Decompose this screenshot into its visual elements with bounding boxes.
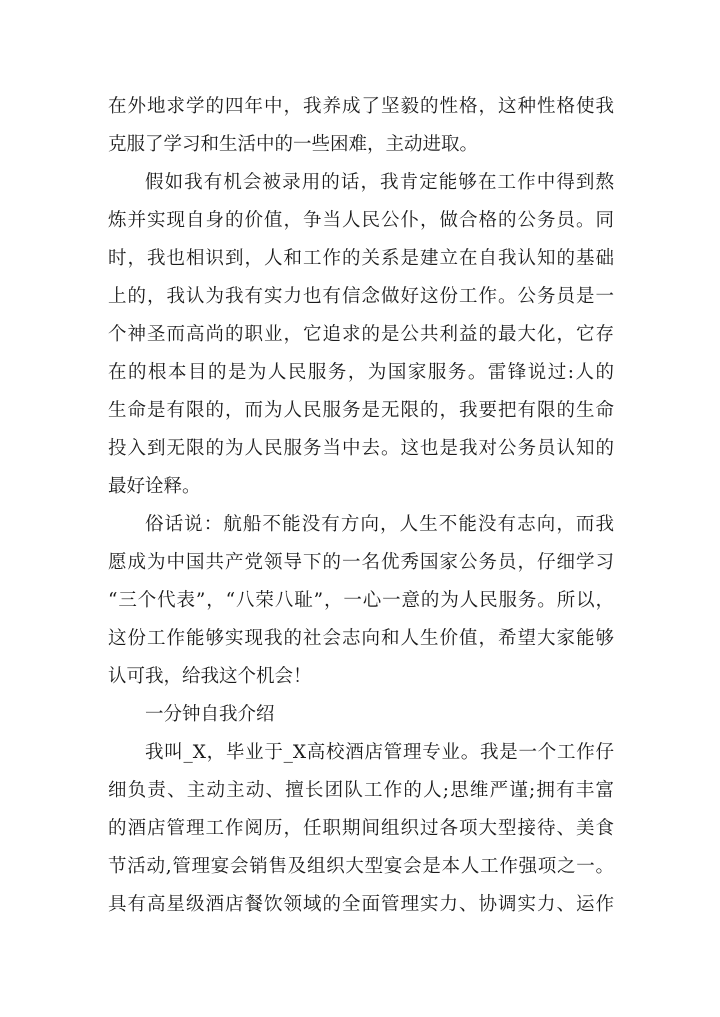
text-line: “三个代表”，“八荣八耻”，一心一意的为人民服务。所以， [108,590,614,611]
text-line: 在的根本目的是为人民服务，为国家服务。雷锋说过:人的 [108,362,614,383]
document-page [108,88,614,924]
text-line: 我叫_X，毕业于_X高校酒店管理专业。我是一个工作仔 [145,742,614,763]
text-line: 愿成为中国共产党领导下的一名优秀国家公务员，仔细学习 [108,552,614,573]
text-line: 俗话说：航船不能没有方向，人生不能没有志向，而我 [145,514,614,535]
section-heading [108,696,614,734]
text-line: 认可我，给我这个机会！ [108,666,312,687]
paragraph-1 [108,88,614,164]
paragraph-4 [108,734,614,924]
text-line: 时，我也相识到，人和工作的关系是建立在自我认知的基础 [108,248,614,269]
text-line: 的酒店管理工作阅历，任职期间组织过各项大型接待、美食 [108,818,614,839]
text-line: 具有高星级酒店餐饮领域的全面管理实力、协调实力、运作 [108,894,614,915]
text-line: 个神圣而高尚的职业，它追求的是公共利益的最大化，它存 [108,324,614,345]
text-line: 假如我有机会被录用的话，我肯定能够在工作中得到熬 [145,172,614,193]
text-line: 克服了学习和生活中的一些困难，主动进取。 [108,134,479,155]
text-line: 最好诠释。 [108,476,201,497]
paragraph-3 [108,506,614,696]
text-line: 生命是有限的，而为人民服务是无限的，我要把有限的生命 [108,400,614,421]
heading-text: 一分钟自我介绍 [145,704,275,725]
text-line: 投入到无限的为人民服务当中去。这也是我对公务员认知的 [108,438,614,459]
text-line: 节活动,管理宴会销售及组织大型宴会是本人工作强项之一。 [108,856,614,877]
text-line: 在外地求学的四年中，我养成了坚毅的性格，这种性格使我 [108,96,614,117]
text-line: 上的，我认为我有实力也有信念做好这份工作。公务员是一 [108,286,614,307]
text-line: 炼并实现自身的价值，争当人民公仆，做合格的公务员。同 [108,210,614,231]
paragraph-2 [108,164,614,506]
text-line: 这份工作能够实现我的社会志向和人生价值，希望大家能够 [108,628,614,649]
text-line: 细负责、主动主动、擅长团队工作的人;思维严谨;拥有丰富 [108,780,614,801]
